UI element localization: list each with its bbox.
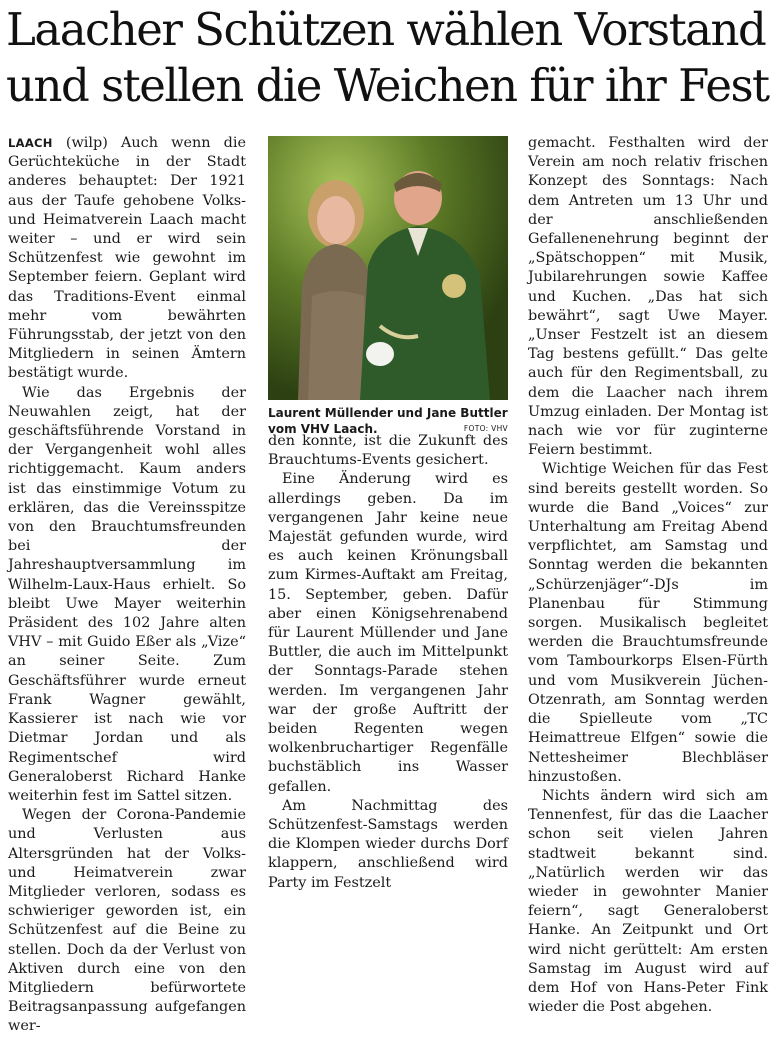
article-column-3 [528, 134, 768, 1017]
paragraph-text: (wilp) Auch wenn die Gerüchteküche in der Stadt anderes behauptet: Der 1921 aus der Taufe gehobene Volks- und Heimatverein Laach macht weiter – und er wird sein Schützenfest wie gewohnt im September feiern. Geplant wird das Traditions-Event einmal mehr vom bewährten Führungsstab, der jetzt von den Mitgliedern in seinen Ämtern bestätigt wurde. [8, 135, 246, 382]
paragraph: den konnte, ist die Zukunft des Brauchtums-Events gesichert. [268, 433, 508, 469]
photo-illustration [268, 136, 508, 400]
paragraph: Wichtige Weichen für das Fest sind bereits gestellt worden. So wurde die Band „Voices“ zur Unterhaltung am Freitag Abend verpflichtet, am Samstag und Sonntag werden die bekannten „Schürzenjäger“-DJs im Planenbau für Stimmung sorgen. Musikalisch begleitet werden die Brauchtumsfreunde vom Tambourkorps Elsen-Fürth und vom Musikverein Jüchen-Otzenrath, am Sonntag werden die Spielleute vom „TC Heimattreue Elfgen“ sowie die Nettesheimer Blechbläser hinzustoßen. [528, 461, 768, 785]
paragraph: Wegen der Corona-Pandemie und Verlusten aus Altersgründen hat der Volks- und Heimatverein zwar Mitglieder verloren, sodass es schwieriger geworden ist, ein Schützenfest auf die Beine zu stellen. Doch da der Verlust von Aktiven durch eine von den Mitgliedern befürwortete Beitragsanpassung aufgefangen wer- [8, 807, 246, 1035]
photo-credit: FOTO: VHV [463, 424, 508, 433]
paragraph: gemacht. Festhalten wird der Verein am noch relativ frischen Konzept des Sonntags: Nach dem Antreten um 13 Uhr und der anschließenden Gefallenenehrung beginnt der „Spätschoppen“ mit Musik, Jubilarehrungen sowie Kaffee und Kuchen. „Das hat sich bewährt“, sagt Uwe Mayer. „Unser Festzelt ist an diesem Tag bestens gefüllt.“ Das gelte auch für den Regimentsball, zu dem die Laacher nach ihrem Umzug einladen. Der Montag ist nach wie vor für zuginterne Feiern bestimmt. [528, 135, 768, 459]
paragraph [8, 134, 246, 384]
article-column-1 [8, 134, 246, 1037]
article-headline: Laacher Schützen wählen Vorstand und stellen die Weichen für ihr Fest [6, 3, 769, 112]
dateline: LAACH [8, 136, 53, 150]
paragraph: Wie das Ergebnis der Neuwahlen zeigt, hat der geschäftsführende Vorstand in der Vergangenheit wohl alles richtiggemacht. Kaum anders ist das einstimmige Votum zu erklären, das die Vereinsspitze von den Brauchtumsfreunden bei der Jahreshauptversammlung im Wilhelm-Laux-Haus erhielt. So bleibt Uwe Mayer weiterhin Präsident des 102 Jahre alten VHV – mit Guido Eßer als „Vize“ an seiner Seite. Zum Geschäftsführer wurde erneut Frank Wagner gewählt, Kassierer ist nach wie vor Dietmar Jordan und als Regimentschef wird Generaloberst Richard Hanke weiterhin fest im Sattel sitzen. [8, 384, 246, 804]
paragraph: Nichts ändern wird sich am Tennenfest, für das die Laacher schon seit vielen Jahren stadtweit bekannt sind. „Natürlich werden wir das wieder in gewohnter Manier feiern“, sagt Generaloberst Hanke. An Zeitpunkt und Ort wird nicht gerüttelt: Am ersten Samstag im August wird auf dem Hof von Hans-Peter Fink wieder die Post abgehen. [528, 787, 768, 1016]
paragraph: Eine Änderung wird es allerdings geben. Da im vergangenen Jahr keine neue Majestät gefunden wurde, wird es auch keinen Krönungsball zum Kirmes-Auftakt am Freitag, 15. September, geben. Dafür aber einen Königsehrenabend für Laurent Müllender und Jane Buttler, die auch im Mittelpunkt der Sonntags-Parade stehen werden. Im vergangenen Jahr war der große Auftritt der beiden Regenten wegen wolkenbruchartiger Regenfälle buchstäblich ins Wasser gefallen. [268, 471, 508, 795]
article-column-2 [268, 432, 508, 893]
paragraph: Am Nachmittag des Schützenfest-Samstags werden die Klompen wieder durchs Dorf klappern, anschließend wird Party im Festzelt [268, 797, 508, 891]
article-photo [268, 136, 508, 400]
caption-text: Laurent Müllender und Jane Buttler vom VHV Laach. [268, 406, 508, 436]
